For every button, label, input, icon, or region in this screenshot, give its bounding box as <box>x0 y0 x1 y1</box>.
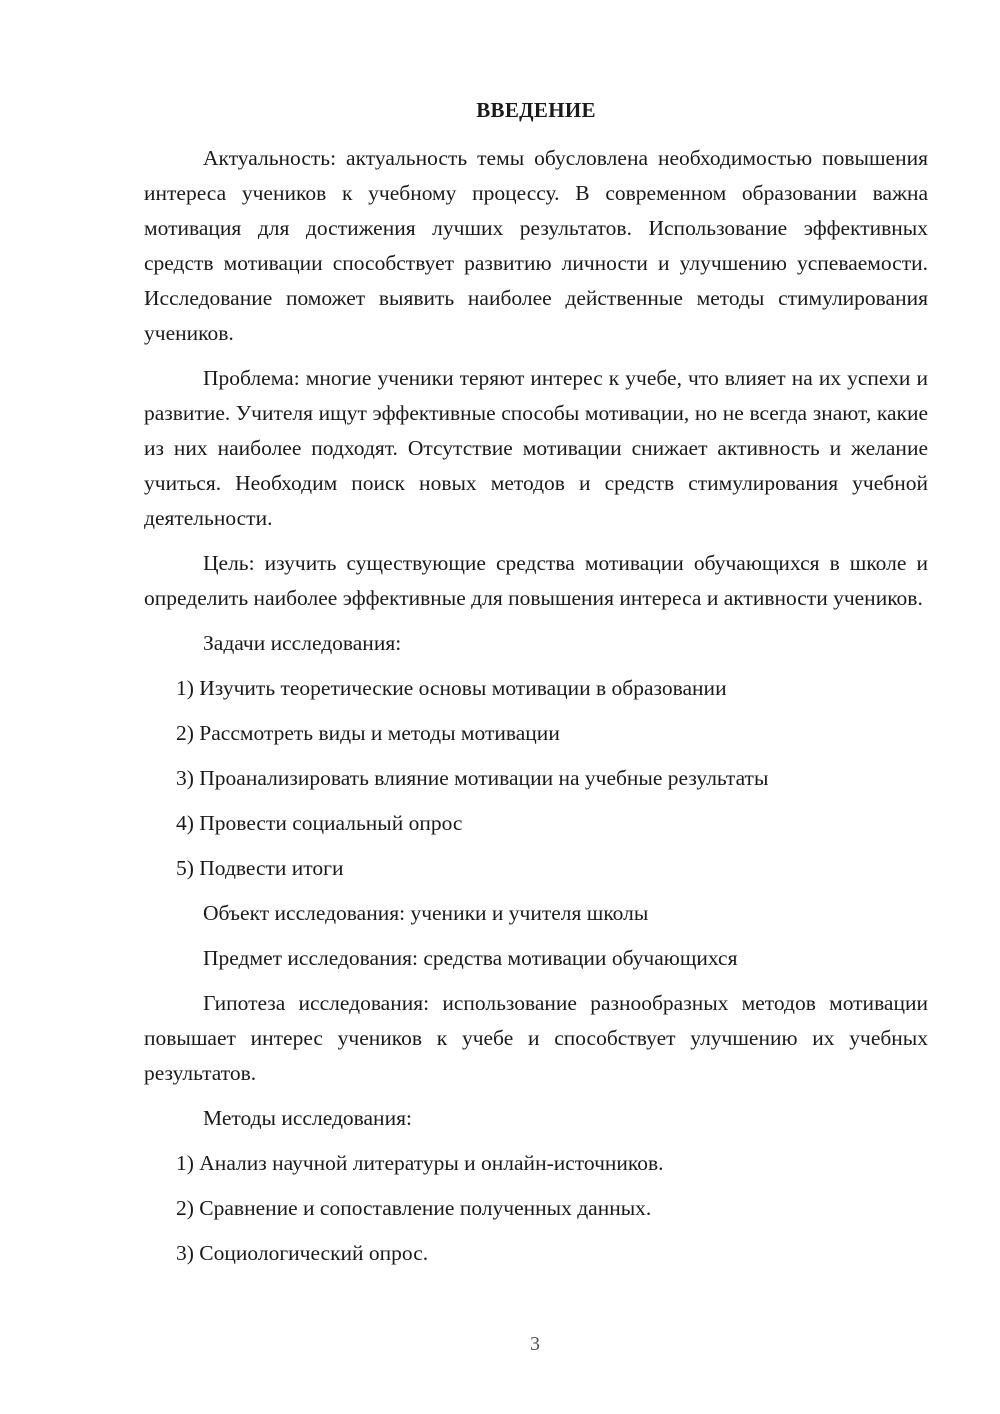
task-item: 2) Рассмотреть виды и методы мотивации <box>176 721 560 745</box>
task-item: 5) Подвести итоги <box>176 856 344 880</box>
method-item: 1) Анализ научной литературы и онлайн-источников. <box>176 1151 664 1175</box>
page-number: 3 <box>530 1333 540 1355</box>
relevance-paragraph: Актуальность: актуальность темы обусловлена необходимостью повышения интереса учеников к учебному процессу. В современном образовании важна мотивация для достижения лучших результатов. Использование эффективных средств мотивации способствует развитию личности и улучшению успеваемости. Исследование поможет выявить наиболее действенные методы стимулирования учеников. <box>144 146 928 345</box>
document-page <box>144 94 928 1281</box>
tasks-label: Задачи исследования: <box>203 631 402 655</box>
hypothesis-paragraph: Гипотеза исследования: использование разнообразных методов мотивации повышает интерес учеников к учебе и способствует улучшению их учебных результатов. <box>144 991 928 1085</box>
problem-paragraph: Проблема: многие ученики теряют интерес к учебе, что влияет на их успехи и развитие. Учителя ищут эффективные способы мотивации, но не всегда знают, какие из них наиболее подходят. Отсутствие мотивации снижает активность и желание учиться. Необходим поиск новых методов и средств стимулирования учебной деятельности. <box>144 366 928 530</box>
section-heading: ВВЕДЕНИЕ <box>476 98 596 122</box>
task-item: 3) Проанализировать влияние мотивации на учебные результаты <box>176 766 769 790</box>
methods-label: Методы исследования: <box>203 1106 412 1130</box>
method-item: 3) Социологический опрос. <box>176 1241 429 1265</box>
task-item: 1) Изучить теоретические основы мотивации в образовании <box>176 676 727 700</box>
object-line: Объект исследования: ученики и учителя школы <box>203 901 649 925</box>
method-item: 2) Сравнение и сопоставление полученных данных. <box>176 1196 652 1220</box>
subject-line: Предмет исследования: средства мотивации обучающихся <box>203 946 738 970</box>
task-item: 4) Провести социальный опрос <box>176 811 463 835</box>
goal-paragraph: Цель: изучить существующие средства мотивации обучающихся в школе и определить наиболее эффективные для повышения интереса и активности учеников. <box>144 551 928 610</box>
